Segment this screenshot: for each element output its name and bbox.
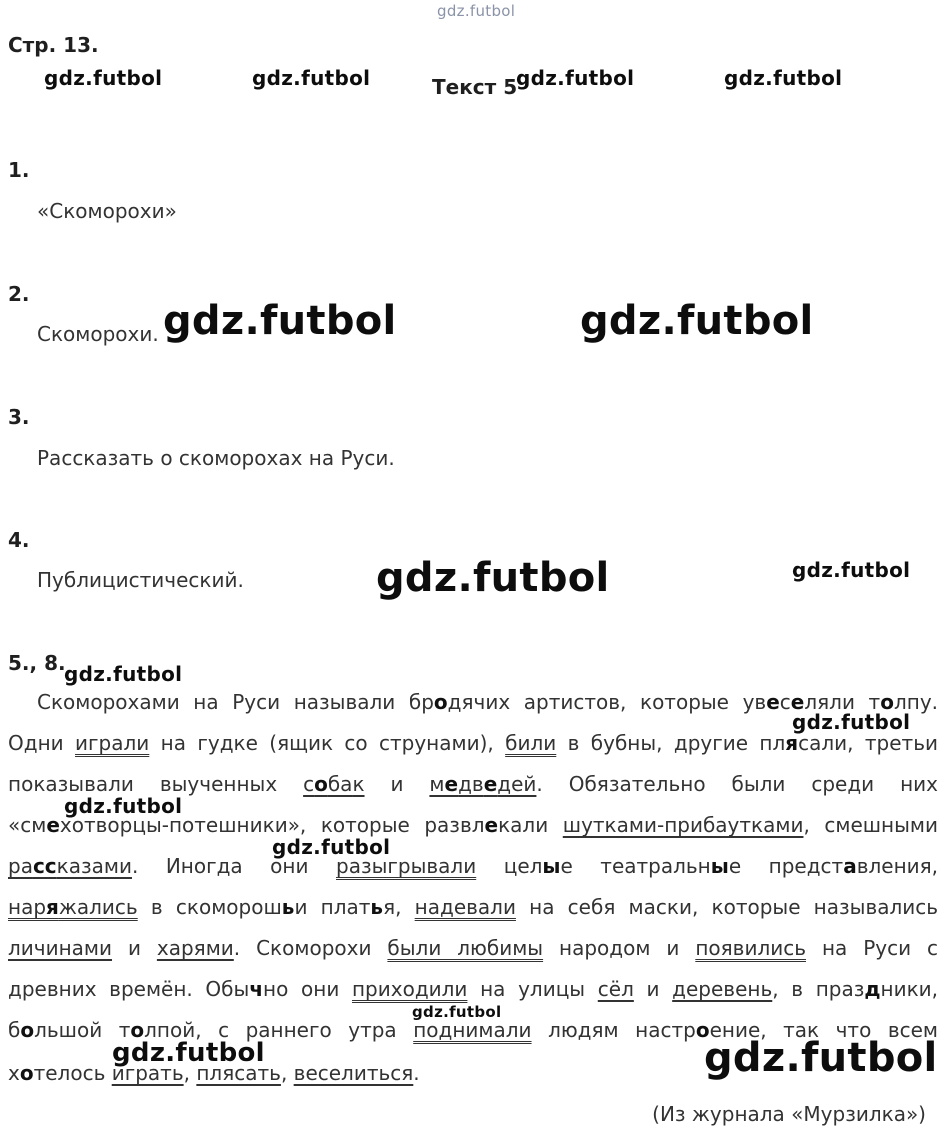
watermark-top: gdz.futbol bbox=[437, 2, 516, 20]
watermark: gdz.futbol bbox=[412, 1003, 502, 1021]
question-number-2: 2. bbox=[8, 282, 30, 306]
question-number-3: 3. bbox=[8, 405, 30, 429]
text-title: Текст 5 bbox=[432, 75, 518, 99]
passage-line-3: показывали выученных собак и медведей. Обязательно были среди них bbox=[8, 772, 938, 796]
passage-line-9: большой толпой, с раннего утра поднимали людям настроение, так что всем bbox=[8, 1018, 938, 1042]
passage-line-7: личинами и харями. Скоморохи были любимы народом и появились на Руси с bbox=[8, 936, 939, 960]
watermark: gdz.futbol bbox=[112, 1038, 265, 1068]
watermark: gdz.futbol bbox=[704, 1035, 938, 1081]
watermark: gdz.futbol bbox=[44, 66, 163, 90]
watermark: gdz.futbol bbox=[376, 555, 610, 601]
passage-line-5: рассказами. Иногда они разыгрывали целые театральные представления, bbox=[8, 854, 939, 878]
watermark: gdz.futbol bbox=[516, 66, 635, 90]
passage-line-2: Одни играли на гудке (ящик со струнами), били в бубны, другие плясали, третьи bbox=[8, 731, 938, 755]
watermark: gdz.futbol bbox=[163, 298, 397, 344]
answer-2: Скоморохи. bbox=[37, 322, 159, 346]
answer-4: Публицистический. bbox=[37, 568, 244, 592]
question-number-1: 1. bbox=[8, 158, 30, 182]
question-number-4: 4. bbox=[8, 528, 30, 552]
watermark: gdz.futbol bbox=[580, 298, 814, 344]
watermark: gdz.futbol bbox=[792, 710, 911, 734]
passage-line-6: наряжались в скоморошьи платья, надевали на себя маски, которые назывались bbox=[8, 895, 939, 919]
watermark: gdz.futbol bbox=[272, 835, 391, 859]
page-reference: Стр. 13. bbox=[8, 33, 99, 57]
passage-line-4: «смехотворцы-потешники», которые развлекали шутками-прибаутками, смешными bbox=[8, 813, 939, 837]
passage-line-1: Скоморохами на Руси называли бродячих артистов, которые увеселяли толпу. bbox=[37, 690, 939, 714]
question-number-5-8: 5., 8. bbox=[8, 651, 66, 675]
watermark: gdz.futbol bbox=[792, 558, 911, 582]
answer-3: Рассказать о скоморохах на Руси. bbox=[37, 446, 395, 470]
source-citation: (Из журнала «Мурзилка») bbox=[652, 1102, 926, 1126]
answer-1: «Скоморохи» bbox=[37, 199, 177, 223]
watermark: gdz.futbol bbox=[64, 662, 183, 686]
passage-line-10: хотелось играть, плясать, веселиться. bbox=[8, 1061, 420, 1085]
passage-line-8: древних времён. Обычно они приходили на улицы сёл и деревень, в праздники, bbox=[8, 977, 939, 1001]
watermark: gdz.futbol bbox=[724, 66, 843, 90]
watermark: gdz.futbol bbox=[64, 794, 183, 818]
watermark: gdz.futbol bbox=[252, 66, 371, 90]
